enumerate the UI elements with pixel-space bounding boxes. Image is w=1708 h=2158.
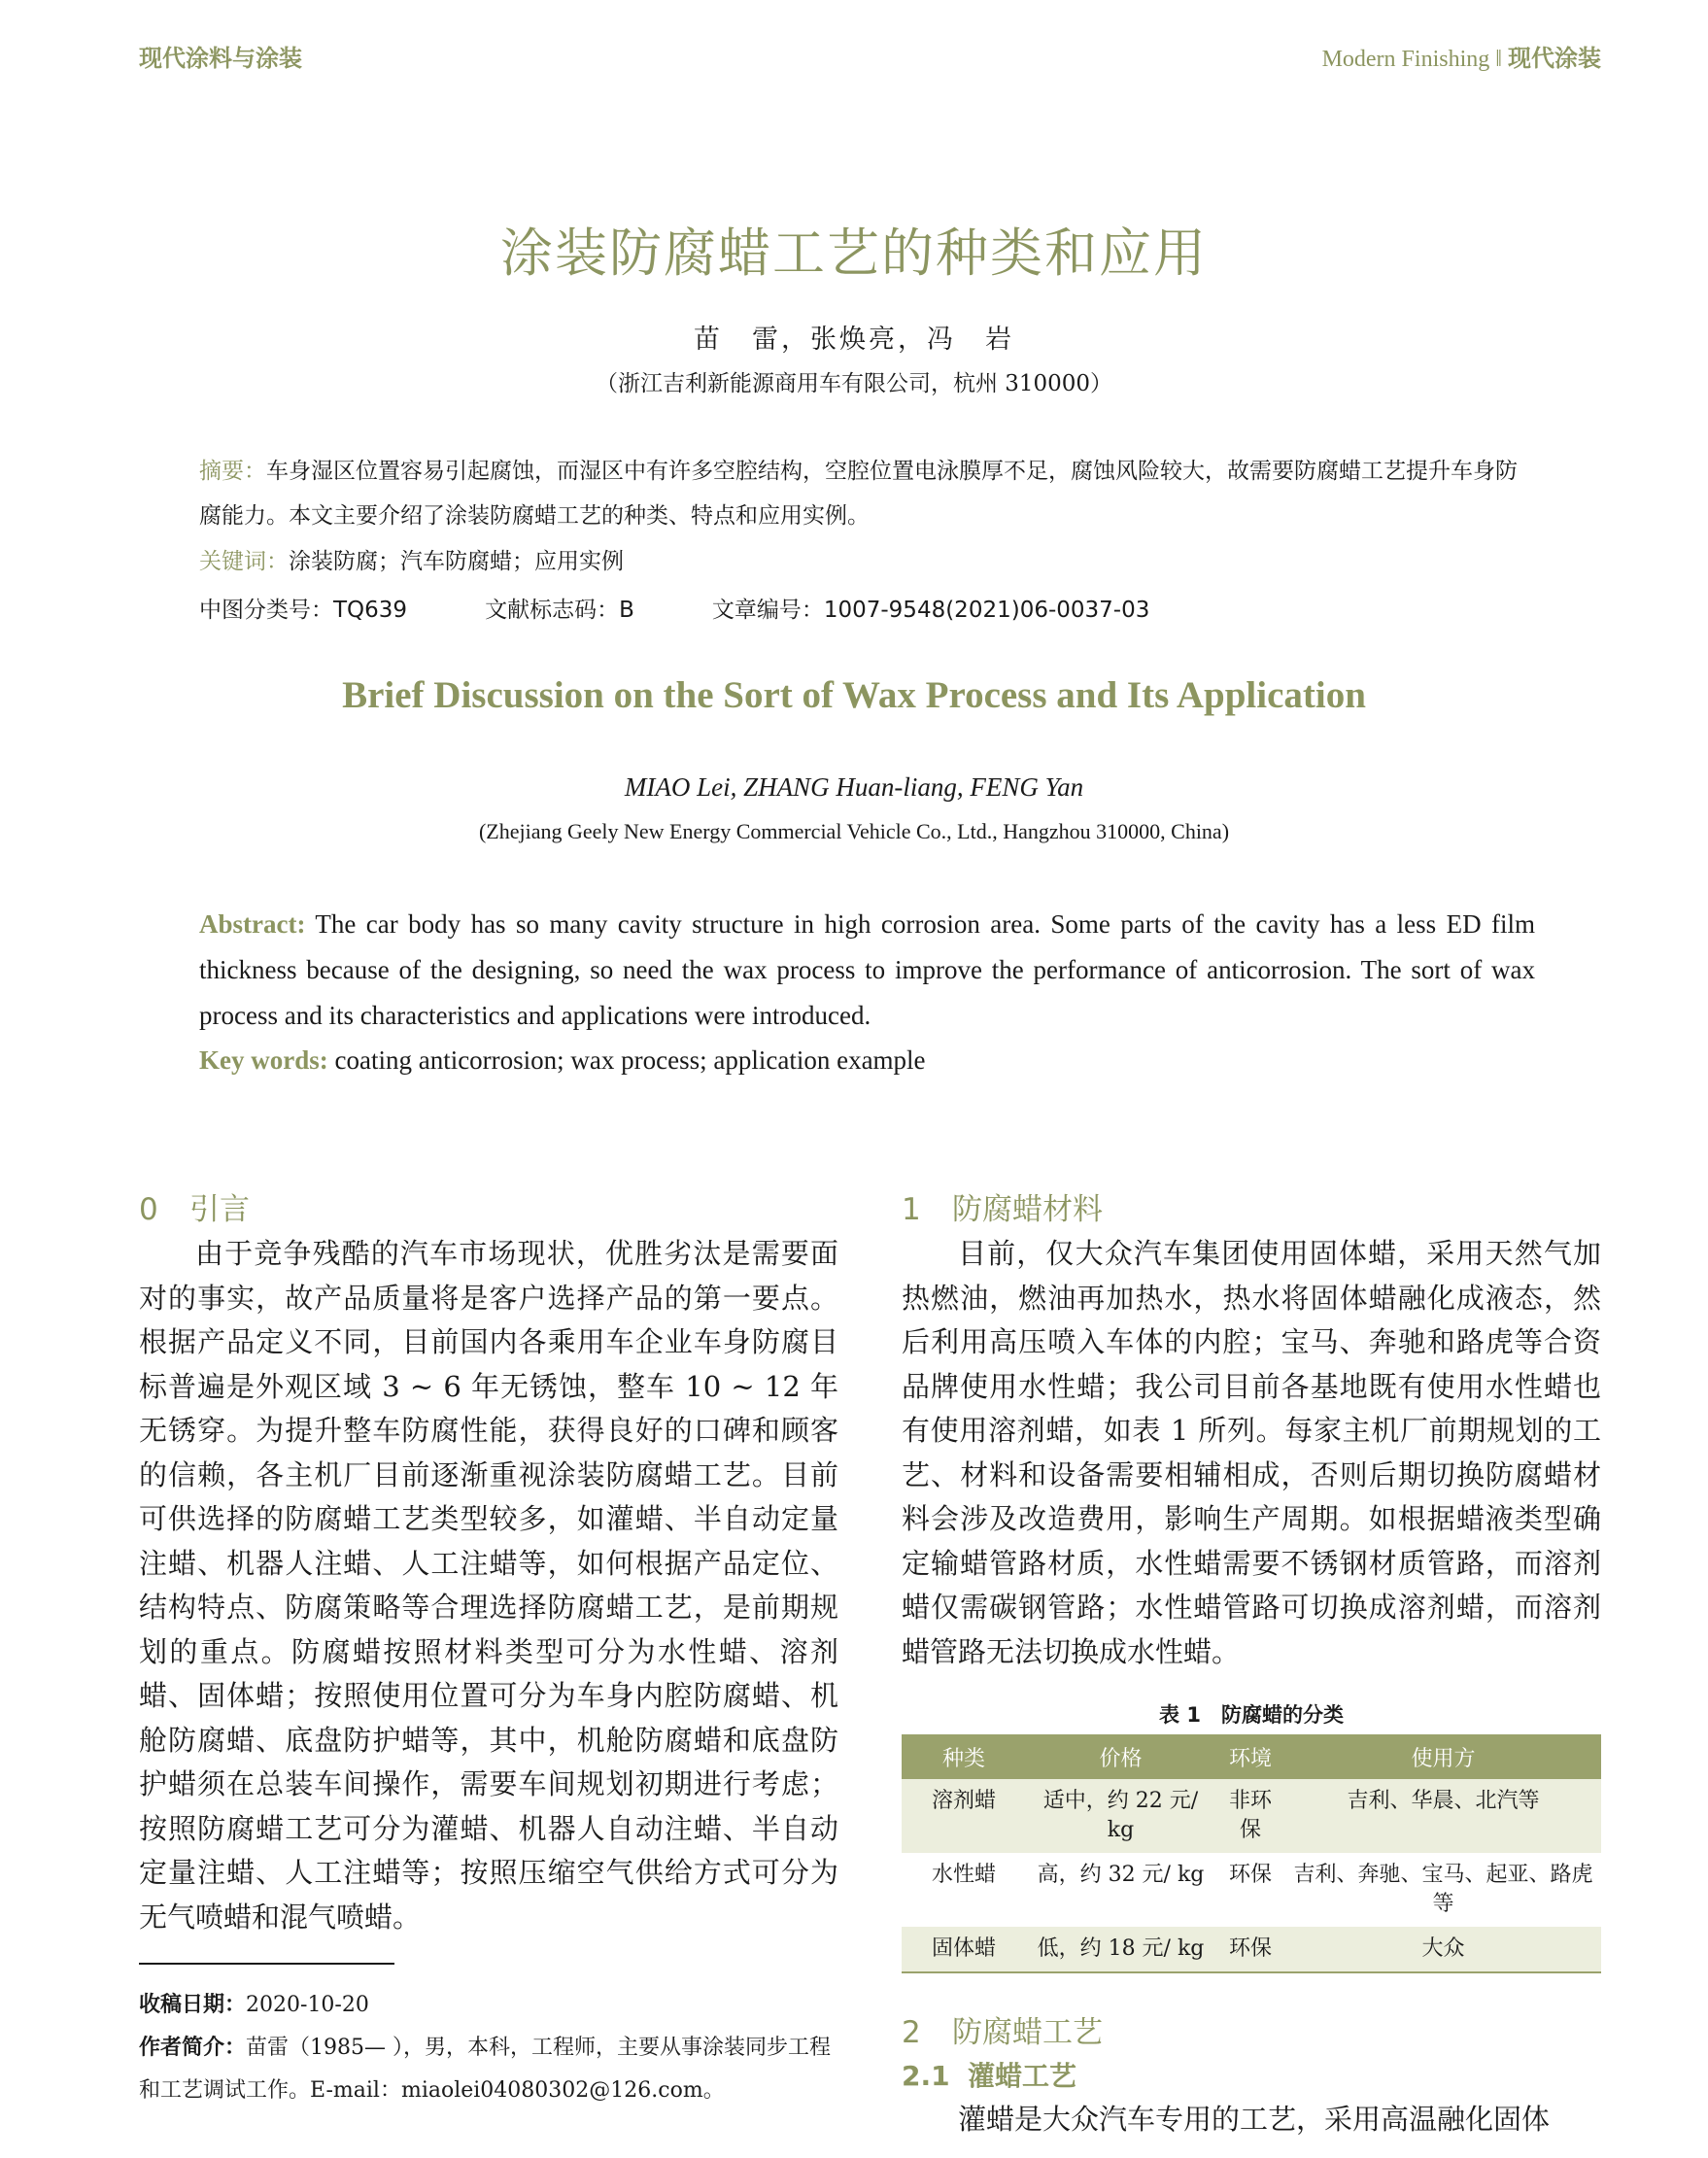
keywords-cn-label: 关键词：: [199, 549, 289, 574]
table-cell: 水性蜡: [931, 1863, 996, 1887]
title-en: Brief Discussion on the Sort of Wax Process and Its Application: [342, 674, 1366, 716]
table-header-cell: 价格: [1026, 1734, 1215, 1779]
table-cell: 高，约 32 元/ kg: [1037, 1863, 1205, 1887]
table-row: [902, 1927, 1601, 1972]
section-0-heading: [139, 1187, 838, 1232]
abstract-en-label: Abstract:: [199, 909, 306, 939]
table-cell: 适中，约 22 元/ kg: [1026, 1779, 1215, 1853]
section-0-number: 0: [139, 1192, 158, 1227]
affiliation-en: (Zhejiang Geely New Energy Commercial Vehicle Co., Ltd., Hangzhou 310000, China): [478, 819, 1230, 843]
classification-line: [199, 588, 1535, 633]
abstract-cn: [199, 449, 1535, 538]
keywords-cn-text: 涂装防腐；汽车防腐蜡；应用实例: [289, 549, 624, 574]
affiliation-cn: （浙江吉利新能源商用车有限公司，杭州 310000）: [595, 371, 1113, 396]
section-1-body: 目前，仅大众汽车集团使用固体蜡，采用天然气加热燃油，燃油再加热水，热水将固体蜡融化成液态，然后利用高压喷入车体的内腔；宝马、奔驰和路虎等合资品牌使用水性蜡；我公司目前各基地既有使用水性蜡也有使用溶剂蜡，如表 1 所列。每家主机厂前期规划的工艺、材料和设备需要相辅相成，否则后期切换防腐蜡材料会涉及改造费用，影响生产周期。如根据蜡液类型确定输蜡管路材质，水性蜡需要不锈钢材质管路，而溶剂蜡仅需碳钢管路；水性蜡管路可切换成溶剂蜡，而溶剂蜡管路无法切换成水性蜡。: [902, 1237, 1601, 1668]
abstract-cn-text: 车身湿区位置容易引起腐蚀，而湿区中有许多空腔结构，空腔位置电泳膜厚不足，腐蚀风险较大，故需要防腐蜡工艺提升车身防腐能力。本文主要介绍了涂装防腐蜡工艺的种类、特点和应用实例。: [199, 459, 1518, 529]
table-1: [902, 1734, 1601, 1973]
header-separator: ‖: [1489, 47, 1508, 72]
title-cn: 涂装防腐蜡工艺的种类和应用: [500, 223, 1208, 284]
table-cell: 固体蜡: [902, 1927, 1026, 1972]
table-cell: 环保: [1215, 1927, 1285, 1972]
section-2-title: 防腐蜡工艺: [952, 2015, 1103, 2050]
section-1-heading: [902, 1187, 1601, 1232]
section-1-title: 防腐蜡材料: [952, 1192, 1103, 1227]
section-2-number: 2: [902, 2015, 921, 2050]
section-1-number: 1: [902, 1192, 921, 1227]
article-number: 文章编号：1007-9548(2021)06-0037-03: [711, 598, 1150, 623]
table-header-cell: 使用方: [1285, 1734, 1601, 1779]
bio-label: 作者简介：: [139, 2036, 247, 2060]
keywords-en: [199, 1038, 1535, 1082]
keywords-en-text: coating anticorrosion; wax process; application example: [327, 1045, 926, 1075]
section-2-1-body: 灌蜡是大众汽车专用的工艺，采用高温融化固体: [958, 2103, 1551, 2136]
bio-text: 苗雷（1985— ），男，本科，工程师，主要从事涂装同步工程和工艺调试工作。E-mail：miaolei04080302@126.com。: [139, 2036, 831, 2103]
table-cell: 低，约 18 元/ kg: [1026, 1927, 1215, 1972]
footnotes: [139, 1984, 838, 2112]
table-cell: 溶剂蜡: [902, 1779, 1026, 1853]
table-row: [902, 1853, 1601, 1927]
abstract-en-text: The car body has so many cavity structure in high corrosion area. Some parts of the cavity has a less ED film thickness because of the designing, so need the wax process to improve the performance of anticorrosion. The sort of wax process and its characteristics and applications were introduced.: [199, 909, 1535, 1030]
right-column: [902, 1187, 1601, 2142]
received-date: [139, 1984, 838, 2027]
keywords-en-label: Key words:: [199, 1045, 328, 1075]
abstract-en: [199, 902, 1535, 1039]
journal-name-en: Modern Finishing: [1321, 47, 1490, 72]
table-1-caption: 表 1 防腐蜡的分类: [1159, 1703, 1344, 1727]
doc-code: 文献标志码：B: [485, 598, 634, 623]
section-0-body: 由于竞争残酷的汽车市场现状，优胜劣汰是需要面对的事实，故产品质量将是客户选择产品的第一要点。根据产品定义不同，目前国内各乘用车企业车身防腐目标普遍是外观区域 3 ~ 6 年无锈蚀，整车 10 ~ 12 年无锈穿。为提升整车防腐性能，获得良好的口碑和顾客的信赖，各主机厂目前逐渐重视涂装防腐蜡工艺。目前可供选择的防腐蜡工艺类型较多，如灌蜡、半自动定量注蜡、机器人注蜡、人工注蜡等，如何根据产品定位、结构特点、防腐策略等合理选择防腐蜡工艺，是前期规划的重点。防腐蜡按照材料类型可分为水性蜡、溶剂蜡、固体蜡；按照使用位置可分为车身内腔防腐蜡、机舱防腐蜡、底盘防护蜡等，其中，机舱防腐蜡和底盘防护蜡须在总装车间操作，需要车间规划初期进行考虑；按照防腐蜡工艺可分为灌蜡、机器人自动注蜡、半自动定量注蜡、人工注蜡等；按照压缩空气供给方式可分为无气喷蜡和混气喷蜡。: [139, 1237, 838, 1934]
left-column: [139, 1187, 838, 1939]
journal-header-left: 现代涂料与涂装: [139, 45, 302, 72]
table-cell: 大众: [1285, 1927, 1601, 1972]
table-cell: 吉利、华晨、北汽等: [1285, 1779, 1601, 1853]
author-bio: [139, 2027, 838, 2112]
abstract-cn-label: 摘要：: [199, 459, 266, 484]
table-cell: 非环保: [1215, 1779, 1285, 1853]
received-value: 2020-10-20: [246, 1993, 369, 2017]
section-2-1-title: 灌蜡工艺: [968, 2060, 1077, 2092]
clc-code: 中图分类号：TQ639: [199, 598, 408, 623]
received-label: 收稿日期：: [139, 1993, 247, 2017]
footnote-divider: [139, 1963, 394, 1965]
table-row: [902, 1779, 1601, 1853]
section-2-heading: [902, 2010, 1601, 2055]
journal-header-right: [1322, 39, 1601, 73]
table-header-cell: 种类: [902, 1734, 1026, 1779]
section-0-title: 引言: [189, 1192, 250, 1227]
table-header-row: [902, 1734, 1601, 1779]
table-cell: 环保: [1228, 1863, 1272, 1887]
journal-name-cn: 现代涂装: [1508, 45, 1601, 72]
keywords-cn: [199, 539, 1535, 584]
authors-en: MIAO Lei, ZHANG Huan-liang, FENG Yan: [624, 772, 1084, 802]
section-2-1-heading: [902, 2055, 1601, 2098]
table-cell: 吉利、奔驰、宝马、起亚、路虎等: [1293, 1863, 1593, 1916]
table-header-cell: 环境: [1215, 1734, 1285, 1779]
authors-cn: 苗 雷，张焕亮，冯 岩: [694, 325, 1014, 355]
section-2-1-number: 2.1: [902, 2060, 950, 2092]
